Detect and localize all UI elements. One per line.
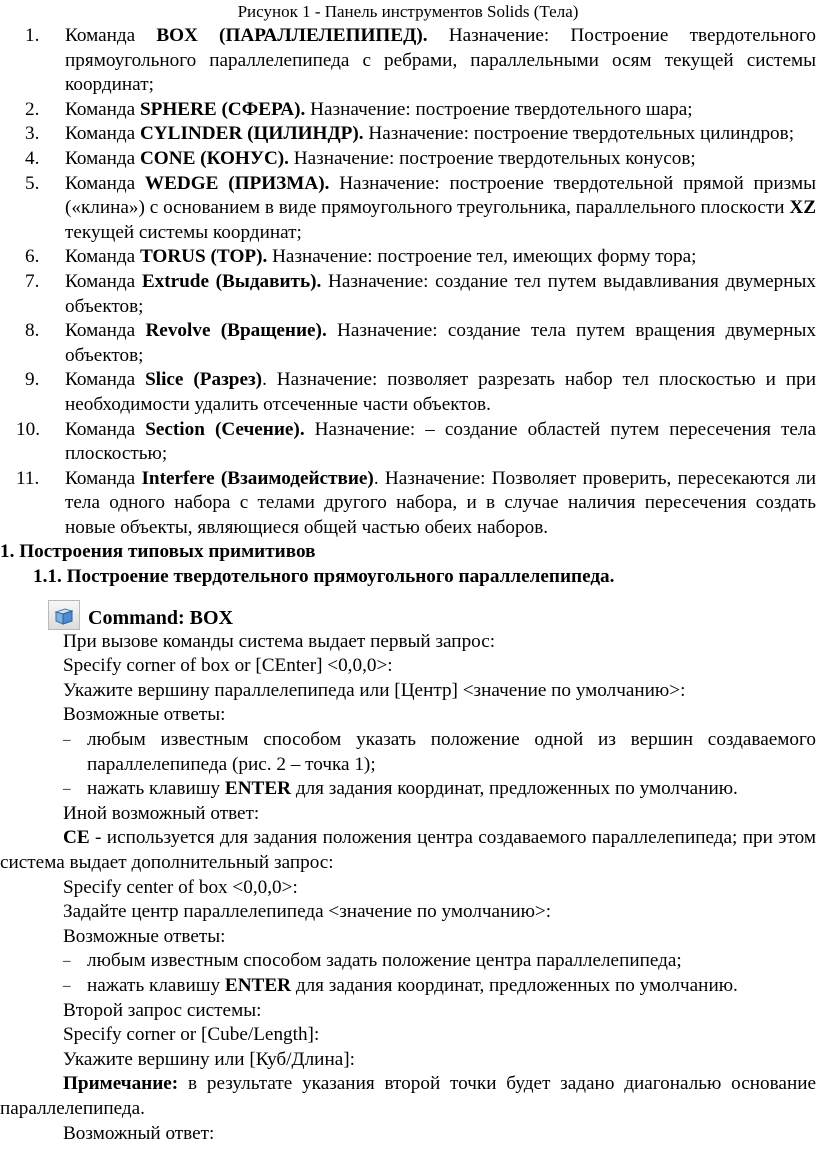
list-item: – любым известным способом задать положение центра параллелепипеда; [0,949,816,974]
command-name: Revolve (Вращение). [145,320,327,342]
section-heading: 1. Построения типовых примитивов [0,541,316,563]
prompt-english: Specify center of box <0,0,0>: [63,876,298,898]
list-number: 8. [25,320,40,342]
prompt-russian: Укажите вершину параллелепипеда или [Центр] <значение по умолчанию>: [63,679,686,701]
list-item: 8. Команда Revolve (Вращение). Назначение: создание тела путем вращения двумерных объектов; [25,320,816,366]
command-name: BOX (ПАРАЛЛЕЛЕПИПЕД). [156,25,428,46]
list-item: 11. Команда Interfere (Взаимодействие). Назначение: Позволяет проверить, пересекаются ли тела одного набора с телами другого набора, и в случае наличия пересечения создать новые объекты, являющиеся общей частью обеих наборов. [16,467,816,538]
list-item: – нажать клавишу ENTER для задания координат, предложенных по умолчанию. [0,777,816,802]
subsection-heading: 1.1. Построение твердотельного прямоугольного параллелепипеда. [33,566,615,588]
command-name: Extrude (Выдавить). [141,270,322,292]
box-solid-icon [48,600,80,630]
paragraph: Возможные ответы: [63,704,226,726]
dash-bullet: – [63,977,71,994]
command-name: CONE (КОНУС). [139,147,289,169]
list-item: 10. Команда Section (Сечение). Назначение: – создание областей путем пересечения тела плоскостью; [16,418,816,465]
list-number: 9. [25,369,40,391]
dash-bullet: – [63,781,71,798]
dash-bullet: – [63,953,71,970]
list-item: 5. Команда WEDGE (ПРИЗМА). Назначение: построение твердотельной прямой призмы («клина») с основанием в виде прямоугольного треугольника, параллельного плоскости XZ текущей системы координат; [25,172,816,243]
list-number: 6. [25,246,40,268]
list-item: 1. Команда BOX (ПАРАЛЛЕЛЕПИПЕД). Назначение: Построение твердотельного прямоугольного параллелепипеда с ребрами, параллельными осям текущей системы координат; [25,25,816,96]
paragraph: При вызове команды система выдает первый запрос: [63,630,496,652]
note-paragraph: Примечание: в результате указания второй точки будет задано диагональю основание параллелепипеда. [0,1073,816,1119]
dash-bullet: – [63,732,71,749]
list-number: 2. [25,98,40,120]
paragraph: Возможные ответы: [63,925,226,947]
prompt-english: Specify corner of box or [CEnter] <0,0,0>: [63,655,393,677]
list-number: 11. [16,467,40,489]
plane-name: XZ [789,197,816,219]
command-name: Section (Сечение). [145,418,305,440]
list-item: – любым известным способом указать положение одной из вершин создаваемого параллелепипеда (рис. 2 – точка 1); [63,729,816,775]
list-number: 3. [25,123,40,145]
paragraph: Второй запрос системы: [63,999,262,1021]
list-item: 6. Команда TORUS (ТОР). Назначение: построение тел, имеющих форму тора; [0,245,816,270]
command-list [0,24,816,540]
command-label: Command: BOX [88,606,234,629]
paragraph: Иной возможный ответ: [63,802,260,824]
command-name: WEDGE (ПРИЗМА). [144,172,330,194]
paragraph: CE - используется для задания положения центра создаваемого параллелепипеда; при этом система выдает дополнительный запрос: [0,827,816,873]
figure-caption: Рисунок 1 - Панель инструментов Solids (Тела) [237,2,579,21]
list-number: 1. [25,25,40,46]
list-item: 2. Команда SPHERE (СФЕРА). Назначение: построение твердотельного шара; [0,98,816,123]
prompt-russian: Задайте центр параллелепипеда <значение по умолчанию>: [63,901,552,923]
command-name: Slice (Разрез) [145,369,263,391]
list-number: 7. [25,270,40,292]
list-item: 9. Команда Slice (Разрез). Назначение: позволяет разрезать набор тел плоскостью и при необходимости удалить отсеченные части объектов. [25,369,816,415]
list-item: – нажать клавишу ENTER для задания координат, предложенных по умолчанию. [0,974,816,999]
prompt-russian: Укажите вершину или [Куб/Длина]: [63,1048,355,1070]
list-number: 10. [16,418,40,440]
list-item: 3. Команда CYLINDER (ЦИЛИНДР). Назначение: построение твердотельных цилиндров; [0,122,816,147]
list-number: 5. [25,172,40,194]
list-number: 4. [25,147,40,169]
command-name: Interfere (Взаимодействие) [141,467,374,489]
command-name: CYLINDER (ЦИЛИНДР). [139,123,364,145]
prompt-english: Specify corner or [Cube/Length]: [63,1024,320,1046]
command-name: SPHERE (СФЕРА). [139,98,306,120]
list-item: 7. Команда Extrude (Выдавить). Назначение: создание тел путем выдавливания двумерных объектов; [25,270,816,317]
command-name: TORUS (ТОР). [139,246,268,268]
list-item: 4. Команда CONE (КОНУС). Назначение: построение твердотельных конусов; [0,147,816,172]
command-line [48,596,816,630]
paragraph: Возможный ответ: [63,1122,215,1144]
